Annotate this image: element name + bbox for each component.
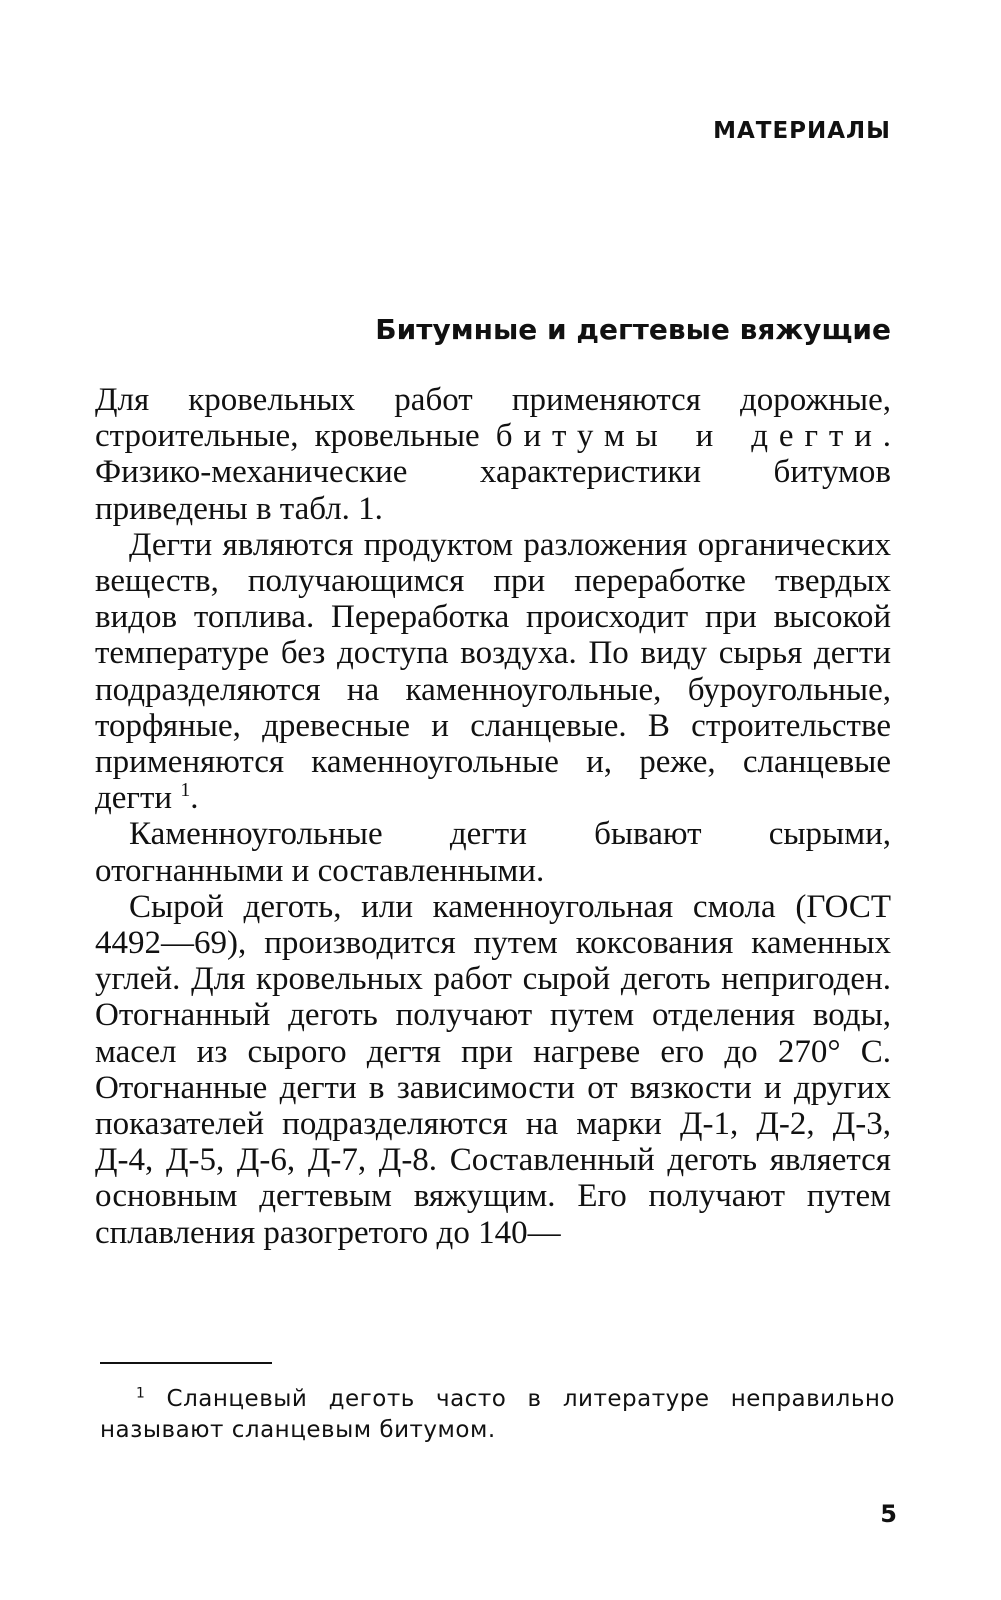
paragraph-3: Каменноугольные дегти бывают сырыми, отогнанными и составленными. [95,816,891,889]
footnote-text: Сланцевый деготь часто в литературе неправильно называют сланцевым битумом. [100,1386,895,1443]
paragraph-1-start: Для кровельных работ применяются дорожные, строительные, кровельные [95,382,891,455]
paragraph-2 [95,527,891,817]
emphasized-terms: битумы и дегти [495,418,883,455]
footnote-reference: 1 [180,779,191,802]
footnote-divider [100,1362,272,1364]
paragraph-2-period: . [190,780,199,817]
paragraph-2-text: Дегти являются продуктом разложения органических веществ, получающимся при переработке твердых видов топлива. Переработка происходит при высокой температуре без доступа воздуха. По виду сырья дегти подразделяются на каменноугольные, буроугольные, торфяные, древесные и сланцевые. В строительстве применяются каменноугольные и, реже, сланцевые дегти [95,526,891,817]
paragraph-4: Сырой деготь, или каменноугольная смола (ГОСТ 4492—69), производится путем коксования каменных углей. Для кровельных работ сырой деготь непригоден. Отогнанный деготь получают путем отделения воды, масел из сырого дегтя при нагреве его до 270° С. Отогнанные дегти в зависимости от вязкости и других показателей подразделяются на марки Д-1, Д-2, Д-3, Д-4, Д-5, Д-6, Д-7, Д-8. Составленный деготь является основным дегтевым вяжущим. Его получают путем сплавления разогретого до 140— [95,888,891,1251]
footnote [100,1384,895,1446]
footnote-mark: 1 [136,1385,146,1402]
page-number: 5 [880,1500,897,1528]
paragraph-1-end: . Физико-механические характеристики битумов приведены в табл. 1. [95,418,891,527]
running-head: МАТЕРИАЛЫ [713,118,891,144]
paragraph-1 [95,382,891,527]
body-text [95,382,891,1251]
section-title: Битумные и дегтевые вяжущие [375,313,891,346]
